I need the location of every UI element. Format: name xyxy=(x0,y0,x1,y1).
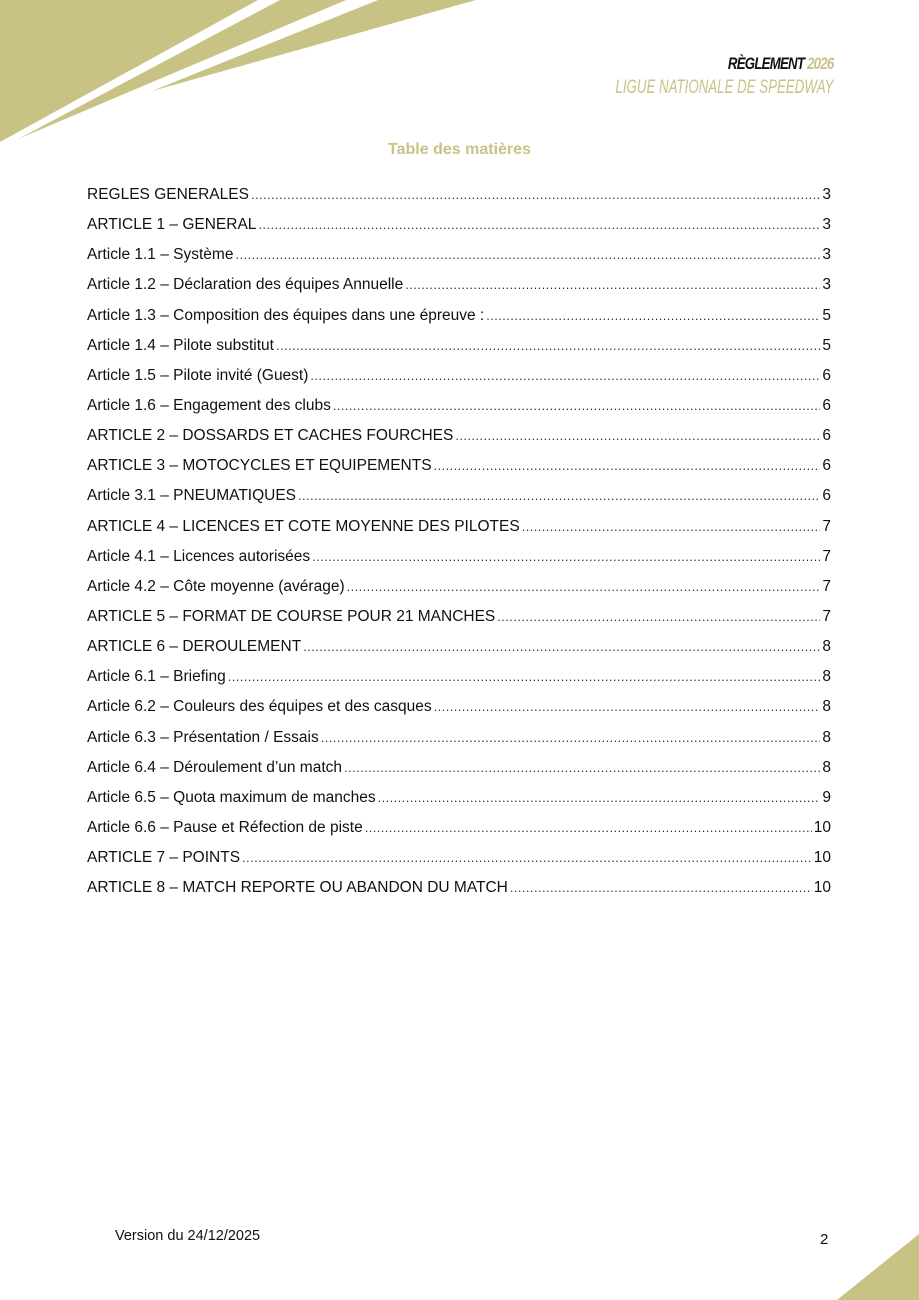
toc-entry-label[interactable]: ARTICLE 5 – FORMAT DE COURSE POUR 21 MANCHES xyxy=(87,607,496,625)
toc-entry-page[interactable]: 7 xyxy=(822,547,831,565)
toc-entry-page[interactable]: 6 xyxy=(822,366,831,384)
toc-dot-leader xyxy=(310,365,820,387)
toc-entry-page[interactable]: 10 xyxy=(813,818,831,836)
toc-dot-leader xyxy=(242,847,812,869)
toc-entry-page[interactable]: 10 xyxy=(813,849,831,867)
toc-entry[interactable] xyxy=(87,335,831,365)
footer-version: Version du 24/12/2025 xyxy=(115,1228,261,1244)
toc-entry-page[interactable]: 7 xyxy=(822,517,831,535)
toc-entry-label[interactable]: ARTICLE 3 – MOTOCYCLES ET EQUIPEMENTS xyxy=(87,457,432,475)
toc-entry[interactable] xyxy=(87,757,831,787)
toc-dot-leader xyxy=(228,666,821,688)
brand-subtitle: LIGUE NATIONALE DE SPEEDWAY xyxy=(614,77,833,98)
toc-entry-page[interactable]: 6 xyxy=(822,457,831,475)
toc-entry[interactable] xyxy=(87,305,831,335)
toc-dot-leader xyxy=(434,455,821,477)
toc-dot-leader xyxy=(522,516,821,538)
toc-entry-page[interactable]: 8 xyxy=(822,638,831,656)
toc-entry-page[interactable]: 8 xyxy=(822,668,831,686)
brand-title xyxy=(590,54,833,74)
toc-entry[interactable] xyxy=(87,455,831,485)
toc-entry-label[interactable]: Article 3.1 – PNEUMATIQUES xyxy=(87,487,297,505)
toc-entry-label[interactable]: ARTICLE 4 – LICENCES ET COTE MOYENNE DES PILOTES xyxy=(87,517,520,535)
footer-corner-decoration xyxy=(829,1230,919,1300)
toc-entry-label[interactable]: Article 6.6 – Pause et Réfection de piste xyxy=(87,818,363,836)
toc-entry-label[interactable]: ARTICLE 6 – DEROULEMENT xyxy=(87,638,302,656)
toc-entry-label[interactable]: Article 1.4 – Pilote substitut xyxy=(87,336,274,354)
toc-entry[interactable] xyxy=(87,395,831,425)
toc-entry-label[interactable]: Article 6.5 – Quota maximum de manches xyxy=(87,788,376,806)
toc-dot-leader xyxy=(251,184,820,206)
toc-entry-page[interactable]: 8 xyxy=(822,758,831,776)
header-stripes-decoration xyxy=(0,0,480,150)
toc-dot-leader xyxy=(235,244,820,266)
toc-entry[interactable] xyxy=(87,244,831,274)
toc-entry-page[interactable]: 6 xyxy=(822,487,831,505)
toc-title: Table des matières xyxy=(388,141,531,158)
toc-entry-label[interactable]: ARTICLE 2 – DOSSARDS ET CACHES FOURCHES xyxy=(87,427,454,445)
toc-entry-page[interactable]: 3 xyxy=(822,216,831,234)
table-of-contents xyxy=(87,184,831,907)
toc-entry[interactable] xyxy=(87,274,831,304)
toc-entry-page[interactable]: 5 xyxy=(822,336,831,354)
toc-entry-page[interactable]: 7 xyxy=(822,577,831,595)
toc-entry-page[interactable]: 10 xyxy=(813,879,831,897)
toc-dot-leader xyxy=(455,425,820,447)
toc-dot-leader xyxy=(303,636,820,658)
toc-dot-leader xyxy=(298,485,820,507)
toc-entry-page[interactable]: 6 xyxy=(822,427,831,445)
toc-entry-page[interactable]: 7 xyxy=(822,607,831,625)
toc-dot-leader xyxy=(276,335,820,357)
toc-entry-page[interactable]: 3 xyxy=(822,186,831,203)
toc-entry[interactable] xyxy=(87,576,831,606)
toc-entry-label[interactable]: Article 1.2 – Déclaration des équipes Annuelle xyxy=(87,276,404,294)
toc-entry[interactable] xyxy=(87,184,831,214)
toc-dot-leader xyxy=(312,546,820,568)
toc-entry[interactable] xyxy=(87,787,831,817)
toc-dot-leader xyxy=(321,727,821,749)
toc-dot-leader xyxy=(510,877,812,899)
toc-dot-leader xyxy=(344,757,820,779)
toc-entry[interactable] xyxy=(87,727,831,757)
toc-entry-label[interactable]: Article 4.2 – Côte moyenne (avérage) xyxy=(87,577,345,595)
toc-entry-label[interactable]: Article 6.3 – Présentation / Essais xyxy=(87,728,319,746)
toc-entry-label[interactable]: Article 1.6 – Engagement des clubs xyxy=(87,396,331,414)
toc-dot-leader xyxy=(405,274,820,296)
toc-entry-label[interactable]: REGLES GENERALES xyxy=(87,186,249,203)
toc-entry-page[interactable]: 3 xyxy=(822,276,831,294)
toc-entry[interactable] xyxy=(87,425,831,455)
toc-entry[interactable] xyxy=(87,636,831,666)
toc-entry-page[interactable]: 3 xyxy=(822,246,831,264)
toc-entry-label[interactable]: Article 6.4 – Déroulement d’un match xyxy=(87,758,343,776)
toc-entry-label[interactable]: Article 1.3 – Composition des équipes dans une épreuve : xyxy=(87,306,485,324)
brand-title-year: 2026 xyxy=(806,54,833,73)
toc-entry[interactable] xyxy=(87,516,831,546)
toc-dot-leader xyxy=(486,305,820,327)
corner-triangle xyxy=(837,1234,919,1300)
toc-entry-page[interactable]: 6 xyxy=(822,396,831,414)
toc-entry-label[interactable]: ARTICLE 7 – POINTS xyxy=(87,849,241,867)
toc-entry[interactable] xyxy=(87,546,831,576)
toc-entry-label[interactable]: Article 4.1 – Licences autorisées xyxy=(87,547,311,565)
toc-entry[interactable] xyxy=(87,696,831,726)
toc-dot-leader xyxy=(258,214,820,236)
toc-entry[interactable] xyxy=(87,606,831,636)
toc-entry-label[interactable]: ARTICLE 1 – GENERAL xyxy=(87,216,257,234)
toc-entry-page[interactable]: 8 xyxy=(822,728,831,746)
toc-dot-leader xyxy=(378,787,821,809)
page-number: 2 xyxy=(820,1231,829,1248)
toc-dot-leader xyxy=(365,817,812,839)
toc-entry-page[interactable]: 8 xyxy=(822,698,831,716)
toc-entry-label[interactable]: ARTICLE 8 – MATCH REPORTE OU ABANDON DU MATCH xyxy=(87,879,508,897)
toc-entry[interactable] xyxy=(87,365,831,395)
toc-dot-leader xyxy=(347,576,821,598)
brand-block xyxy=(522,54,833,100)
toc-dot-leader xyxy=(333,395,821,417)
toc-entry[interactable] xyxy=(87,817,831,847)
toc-dot-leader xyxy=(434,696,821,718)
toc-entry-label[interactable]: Article 1.5 – Pilote invité (Guest) xyxy=(87,366,309,384)
toc-entry[interactable] xyxy=(87,847,831,877)
toc-dot-leader xyxy=(497,606,820,628)
toc-entry-label[interactable]: Article 6.1 – Briefing xyxy=(87,668,226,686)
toc-entry-page[interactable]: 5 xyxy=(822,306,831,324)
toc-entry-label[interactable]: Article 6.2 – Couleurs des équipes et des casques xyxy=(87,698,432,716)
toc-entry[interactable] xyxy=(87,877,831,907)
toc-entry[interactable] xyxy=(87,485,831,515)
toc-entry-label[interactable]: Article 1.1 – Système xyxy=(87,246,234,264)
toc-entry[interactable] xyxy=(87,666,831,696)
toc-entry-page[interactable]: 9 xyxy=(822,788,831,806)
brand-title-word: RÈGLEMENT xyxy=(727,54,804,73)
toc-entry[interactable] xyxy=(87,214,831,244)
